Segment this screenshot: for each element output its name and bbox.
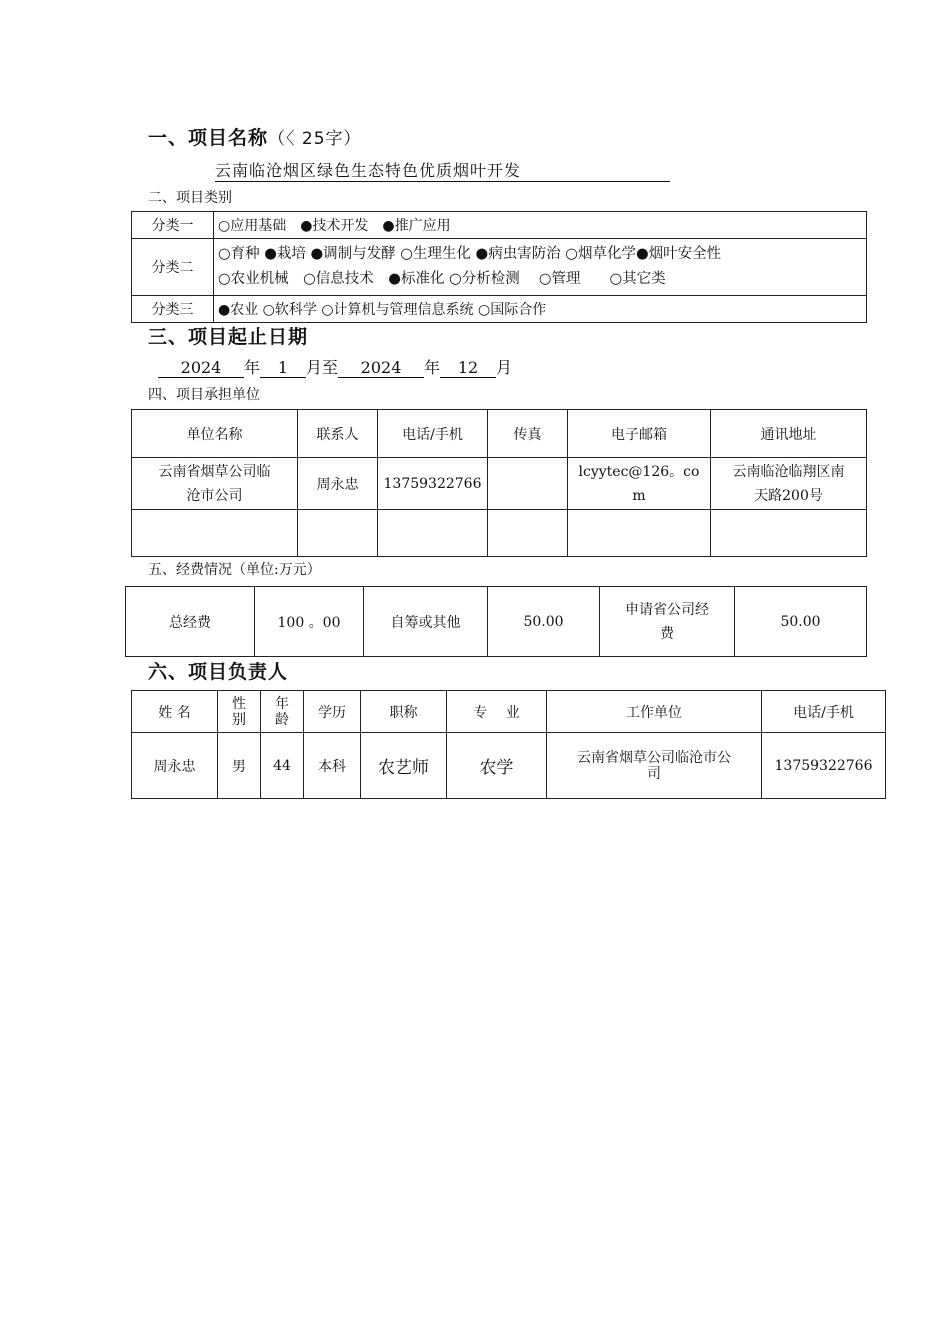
section-4-title: 四、项目承担单位: [148, 387, 260, 403]
leader-table: [131, 690, 886, 799]
leader-major: 农学: [447, 733, 547, 799]
category-table: [131, 211, 867, 323]
project-name: [215, 158, 670, 182]
section-1-heading: 一、项目名称: [148, 127, 269, 149]
category-options[interactable]: [214, 239, 867, 296]
section-3-title: 三、项目起止日期: [148, 326, 309, 348]
funding-row: [126, 587, 867, 657]
month-char: 月: [496, 358, 513, 377]
category-row-2: [132, 239, 867, 296]
apply-funding-label: [600, 587, 735, 657]
workplace-line: 司: [647, 765, 661, 782]
leader-workplace: [547, 733, 762, 799]
funding-table: [125, 586, 867, 657]
total-value: 100 。00: [255, 587, 364, 657]
header-contact: 联系人: [298, 410, 378, 458]
header-unit-name: 单位名称: [132, 410, 298, 458]
unit-empty-row: [132, 510, 867, 557]
header-address: 通讯地址: [711, 410, 867, 458]
total-label: 总经费: [126, 587, 255, 657]
category-label: 分类一: [132, 212, 214, 239]
unit-header-row: [132, 410, 867, 458]
empty-cell: [298, 510, 378, 557]
unit-table: [131, 409, 867, 557]
end-year: 2024: [338, 358, 424, 378]
apply-label-line: 申请省公司经: [625, 601, 709, 618]
self-funding-label: 自筹或其他: [364, 587, 488, 657]
header-age: [261, 691, 304, 733]
leader-row: [132, 733, 886, 799]
leader-age: 44: [261, 733, 304, 799]
section-2-title: 二、项目类别: [148, 190, 232, 206]
category-options[interactable]: ●农业 ○软科学 ○计算机与管理信息系统 ○国际合作: [214, 296, 867, 323]
apply-label-line: 费: [660, 625, 674, 642]
header-age-line: 龄: [275, 711, 289, 728]
category-options[interactable]: ○应用基础 ●技术开发 ●推广应用: [214, 212, 867, 239]
section-1-hint: （〈 25字）: [268, 129, 362, 149]
header-gender: [218, 691, 261, 733]
section-6-title: 六、项目负责人: [148, 661, 289, 683]
leader-gender: 男: [218, 733, 261, 799]
section-5-title: 五、经费情况（单位:万元）: [148, 562, 321, 578]
header-workplace: 工作单位: [547, 691, 762, 733]
header-title: 职称: [361, 691, 447, 733]
workplace-line: 云南省烟草公司临沧市公: [577, 749, 731, 766]
date-range: [158, 355, 512, 378]
unit-name-cell: [132, 458, 298, 510]
phone-cell: 13759322766: [378, 458, 488, 510]
empty-cell: [488, 510, 568, 557]
header-education: 学历: [304, 691, 361, 733]
apply-funding-value: 50.00: [735, 587, 867, 657]
year-char: 年: [244, 358, 261, 377]
leader-name: 周永忠: [132, 733, 218, 799]
end-month: 12: [440, 358, 496, 378]
address-line: 云南临沧临翔区南: [732, 463, 845, 480]
project-name-text: 云南临沧烟区绿色生态特色优质烟叶开发: [215, 161, 522, 180]
empty-cell: [378, 510, 488, 557]
header-major: 专 业: [447, 691, 547, 733]
category-label: 分类二: [132, 239, 214, 296]
address-line: 天路200号: [754, 487, 823, 504]
category-row-1: [132, 212, 867, 239]
category-row-3: [132, 296, 867, 323]
empty-cell: [568, 510, 711, 557]
category-label: 分类三: [132, 296, 214, 323]
start-year: 2024: [158, 358, 244, 378]
leader-title: 农艺师: [361, 733, 447, 799]
leader-education: 本科: [304, 733, 361, 799]
email-line: lcyytec@126。co: [578, 463, 700, 480]
year-char: 年: [424, 358, 441, 377]
empty-cell: [132, 510, 298, 557]
unit-name-line: 沧市公司: [186, 487, 243, 504]
header-phone: 电话/手机: [378, 410, 488, 458]
email-line: m: [632, 487, 646, 504]
header-phone: 电话/手机: [762, 691, 886, 733]
header-name: 姓 名: [132, 691, 218, 733]
category-options-line: ○农业机械 ○信息技术 ●标准化 ○分析检测 ○管理 ○其它类: [218, 271, 666, 287]
header-gender-line: 性: [232, 695, 246, 712]
address-cell: [711, 458, 867, 510]
empty-cell: [711, 510, 867, 557]
fax-cell: [488, 458, 568, 510]
section-1-title: [148, 123, 362, 150]
unit-name-line: 云南省烟草公司临: [158, 463, 271, 480]
category-options-line: ○育种 ●栽培 ●调制与发酵 ○生理生化 ●病虫害防治 ○烟草化学●烟叶安全性: [218, 246, 722, 262]
start-month: 1: [260, 358, 306, 378]
header-age-line: 年: [275, 695, 289, 712]
email-cell: [568, 458, 711, 510]
leader-phone: 13759322766: [762, 733, 886, 799]
contact-cell: 周永忠: [298, 458, 378, 510]
unit-row: [132, 458, 867, 510]
header-email: 电子邮箱: [568, 410, 711, 458]
self-funding-value: 50.00: [488, 587, 600, 657]
to-char: 月至: [306, 358, 339, 377]
leader-header-row: [132, 691, 886, 733]
header-gender-line: 别: [232, 711, 246, 728]
header-fax: 传真: [488, 410, 568, 458]
